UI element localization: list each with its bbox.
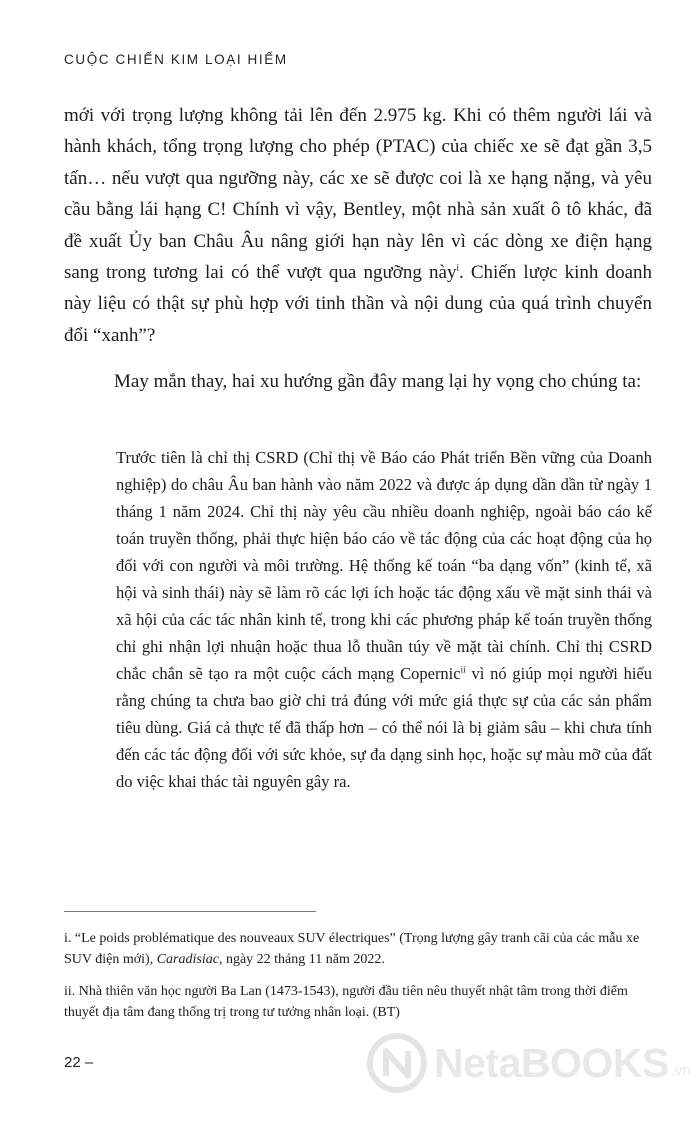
body-paragraph-1 [64, 100, 652, 351]
footnote-ref-ii: ii [460, 664, 466, 675]
quote-text: Trước tiên là chỉ thị CSRD (Chỉ thị về Báo cáo Phát triển Bền vững của Doanh nghiệp) do châu Âu ban hành vào năm 2022 và được áp dụng dần dần từ ngày 1 tháng 1 năm 2024. Chỉ thị này yêu cầu nhiều doanh nghiệp, ngoài báo cáo kế toán truyền thống, phải thực hiện báo cáo về tác động của các hoạt động của họ đối với con người và môi trường. Hệ thống kế toán “ba dạng vốn” (kinh tế, xã hội và sinh thái) này sẽ làm rõ các lợi ích hoặc tác động xấu về mặt sinh thái và xã hội của các tác nhân kinh tế, trong khi các phương pháp kế toán truyền thống chỉ ghi nhận lợi nhuận hoặc thua lỗ thuần túy về mặt tài chính. Chỉ thị CSRD chắc chắn sẽ tạo ra một cuộc cách mạng Copernic [116, 448, 652, 683]
page-number: 22 – [64, 1054, 94, 1071]
watermark-suffix: .vn [670, 1061, 691, 1079]
footnote-1 [64, 928, 652, 970]
footnote-text: Nhà thiên văn học người Ba Lan (1473-1543), người đầu tiên nêu thuyết nhật tâm trong thời điểm thuyết địa tâm đang thống trị trong tư tưởng nhân loại. (BT) [64, 984, 628, 1020]
body-paragraph-2: May mắn thay, hai xu hướng gần đây mang lại hy vọng cho chúng ta: [114, 371, 642, 392]
running-header: CUỘC CHIẾN KIM LOẠI HIẾM [64, 52, 288, 67]
footnote-source: Caradisiac [156, 952, 219, 967]
paragraph-text: mới với trọng lượng không tải lên đến 2.975 kg. Khi có thêm người lái và hành khách, tổng trọng lượng cho phép (PTAC) của chiếc xe sẽ đạt gần 3,5 tấn… nếu vượt qua ngưỡng này, các xe sẽ được coi là xe hạng nặng, và yêu cầu bằng lái hạng C! Chính vì vậy, Bentley, một nhà sản xuất ô tô khác, đã đề xuất Ủy ban Châu Âu nâng giới hạn này lên vì các dòng xe điện hạng sang trong tương lai có thể vượt qua ngưỡng này [64, 105, 652, 284]
footnote-marker: ii. [64, 984, 76, 999]
footnote-text: “Le poids problématique des nouveaux SUV électriques” (Trọng lượng gây tranh cãi của các mẫu xe SUV điện mới), [64, 931, 640, 967]
block-quote [116, 444, 652, 795]
footnote-marker: i. [64, 931, 72, 946]
footnote-divider [64, 911, 316, 912]
n-letter-circle-icon [366, 1032, 428, 1094]
watermark-brand: NetaBOOKS [434, 1039, 669, 1086]
footnote-2 [64, 981, 652, 1023]
footnote-text: , ngày 22 tháng 11 năm 2022. [218, 952, 385, 967]
footnote-ref-i: i [456, 262, 459, 273]
quote-text: vì nó giúp mọi người hiểu rằng chúng ta chưa bao giờ chi trả đúng với mức giá thực sự của các sản phẩm tiêu dùng. Giá cả thực tế đã thấp hơn – có thể nói là bị giảm sâu – khi chưa tính đến các tác động đối với sức khỏe, sự đa dạng sinh học, hoặc sự màu mỡ của đất do việc khai thác tài nguyên gây ra. [116, 664, 653, 791]
watermark [366, 1028, 700, 1098]
paragraph-text: . Chiến lược kinh doanh này liệu có thật sự phù hợp với tinh thần và nội dung của quá trình chuyển đổi “xanh”? [64, 262, 653, 346]
